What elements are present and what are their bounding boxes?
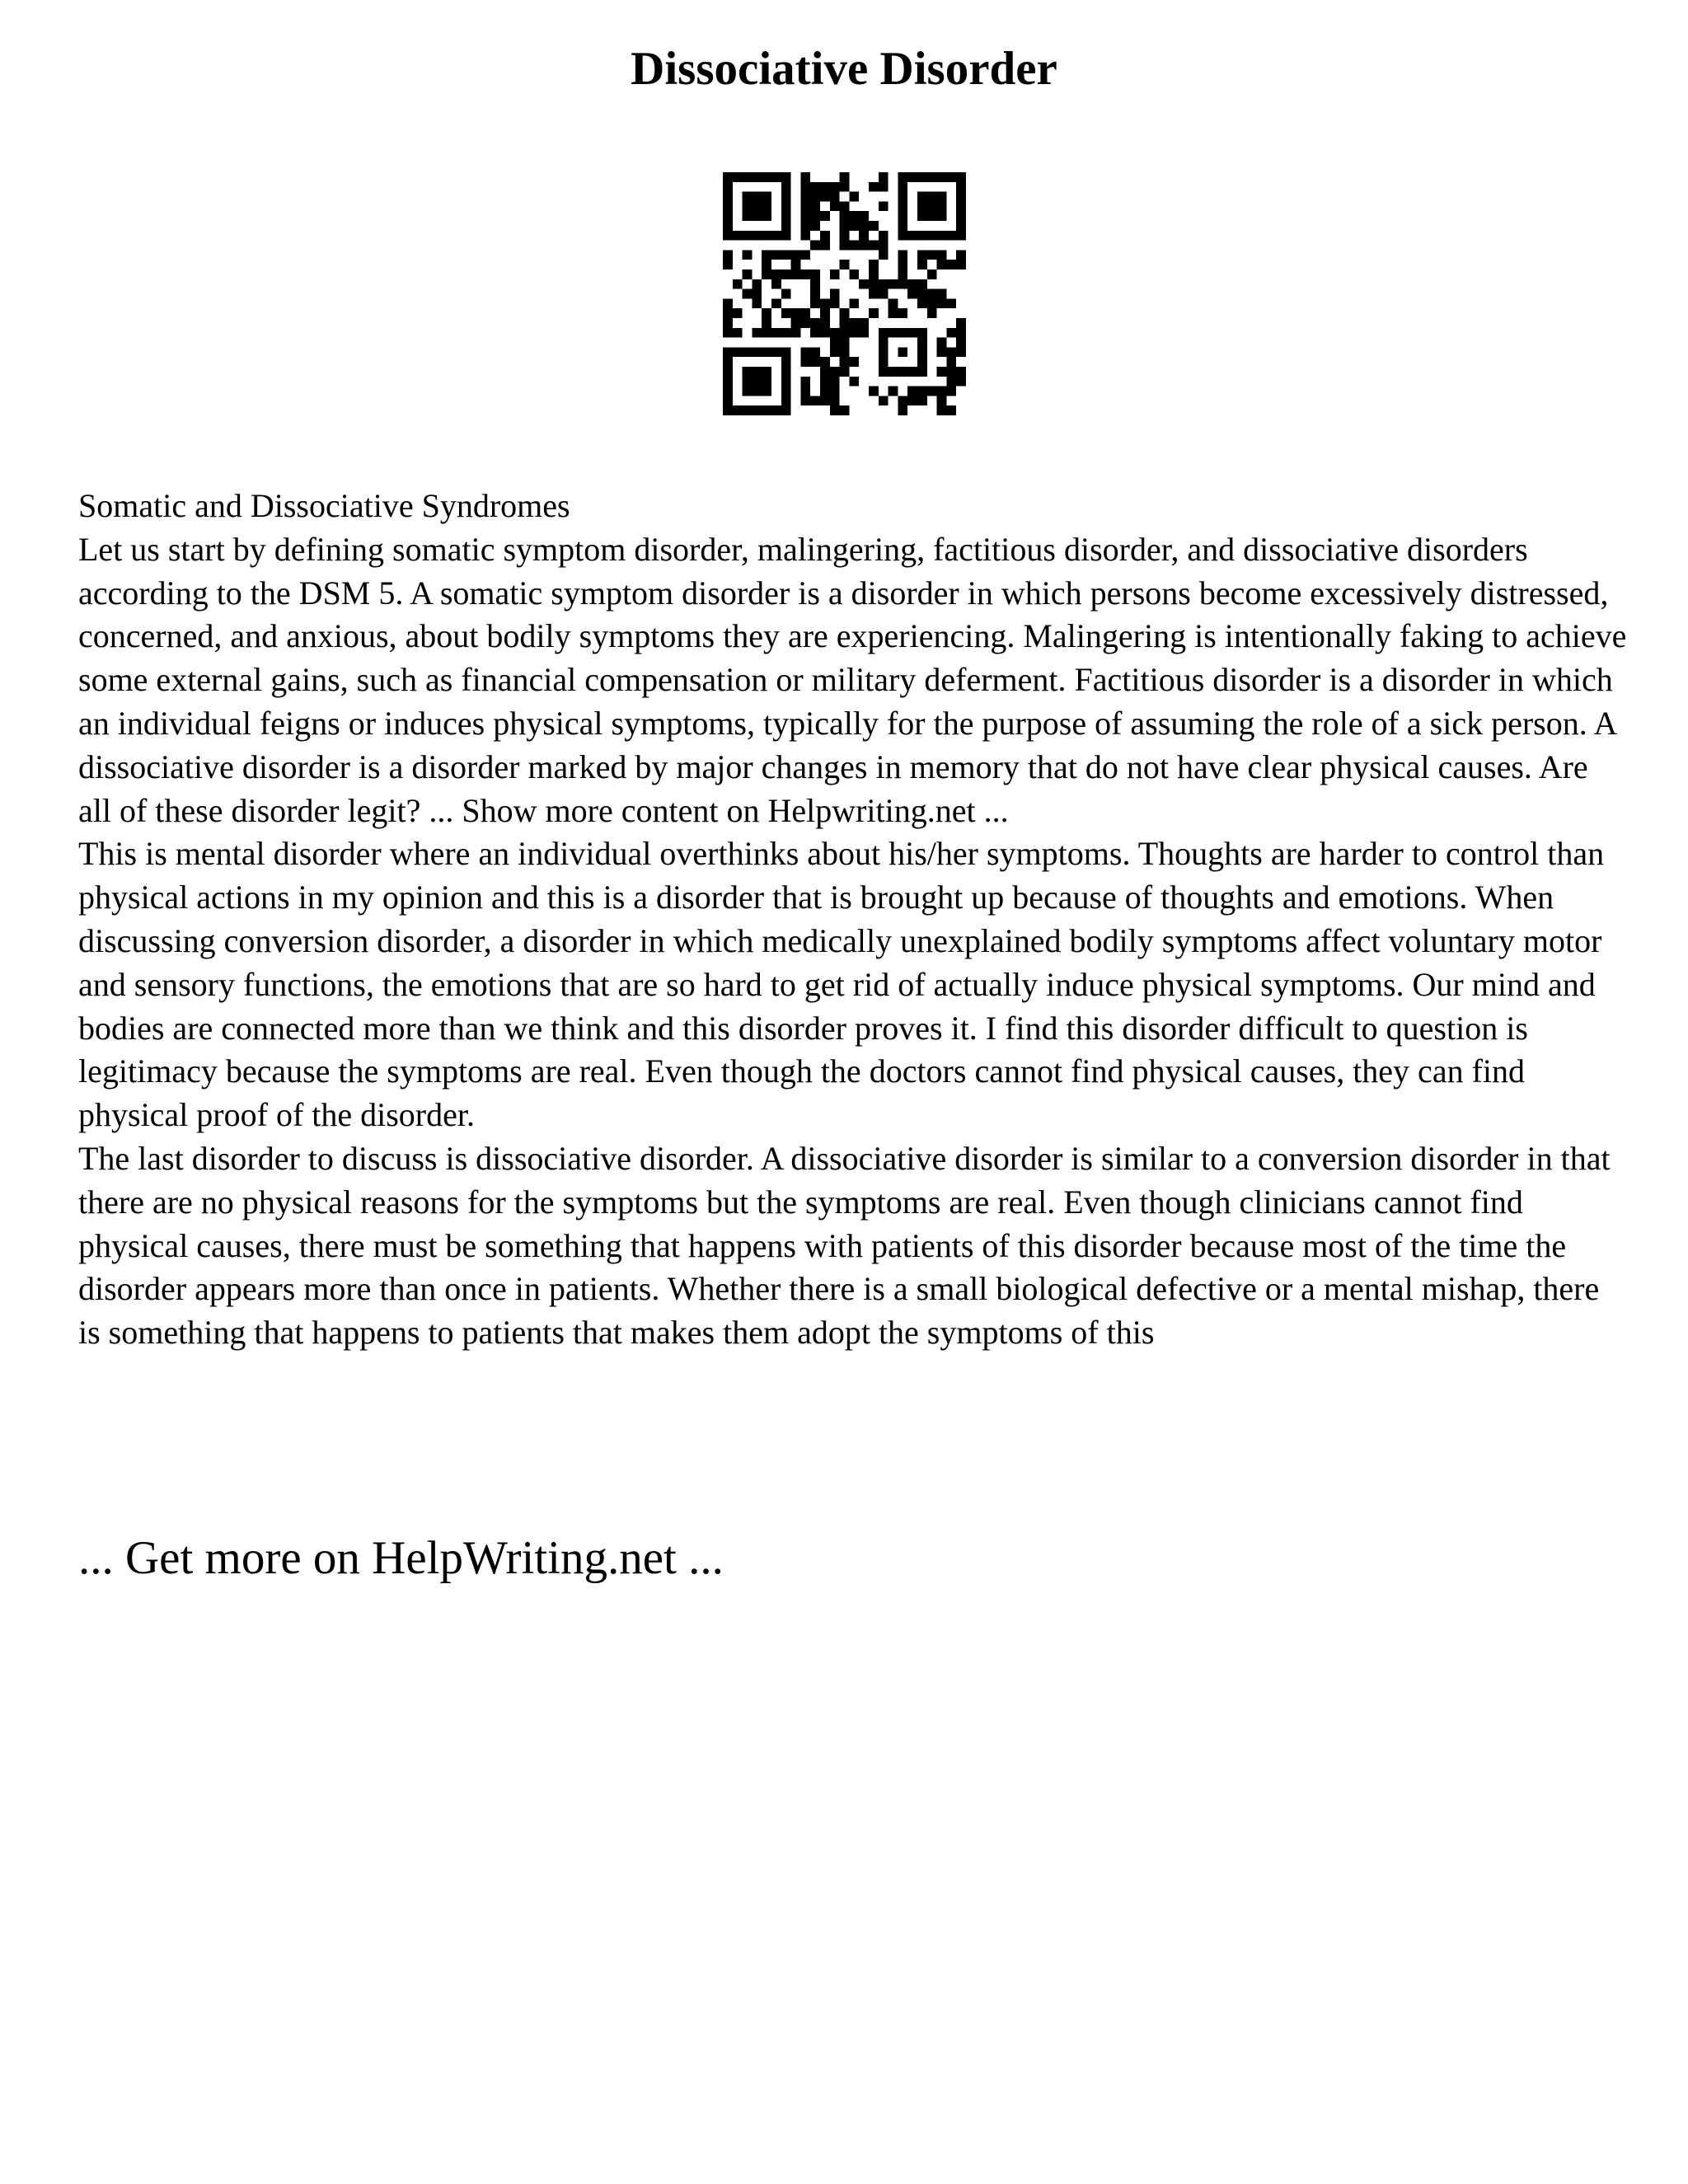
paragraph: This is mental disorder where an individual overthinks about his/her symptoms. Thoughts are harder to control than physical actions in my opinion and this is a disorder that is brought up because of thoughts and emotions. When discussing conversion disorder, a disorder in which medically unexplained bodily symptoms affect voluntary motor and sensory functions, the emotions that are so hard to get rid of actually induce physical symptoms. Our mind and bodies are connected more than we think and this disorder proves it. I find this disorder difficult to question is legitimacy because the symptoms are real. Even though the doctors cannot find physical causes, they can find physical proof of the disorder.	[78, 835, 1605, 1134]
qr-code-icon	[723, 172, 966, 415]
document-body	[78, 485, 1628, 1355]
document-title: Dissociative Disorder	[631, 43, 1057, 95]
get-more-link[interactable]: ... Get more on HelpWriting.net ...	[78, 1532, 724, 1584]
paragraph: Let us start by defining somatic symptom disorder, malingering, factitious disorder, and dissociative disorders according to the DSM 5. A somatic symptom disorder is a disorder in which persons become excessively distressed, concerned, and anxious, about bodily symptoms they are experiencing. Malingering is intentionally faking to achieve some external gains, such as financial compensation or military deferment. Factitious disorder is a disorder in which an individual feigns or induces physical symptoms, typically for the purpose of assuming the role of a sick person. A dissociative disorder is a disorder marked by major changes in memory that do not have clear physical causes. Are all of these disorder legit? ... Show more content on Helpwriting.net ...	[78, 530, 1627, 829]
section-heading: Somatic and Dissociative Syndromes	[78, 487, 570, 524]
paragraph: The last disorder to discuss is dissociative disorder. A dissociative disorder is similar to a conversion disorder in that there are no physical reasons for the symptoms but the symptoms are real. Even though clinicians cannot find physical causes, there must be something that happens with patients of this disorder because most of the time the disorder appears more than once in patients. Whether there is a small biological defective or a mental mishap, there is something that happens to patients that makes them adopt the symptoms of this	[78, 1139, 1611, 1352]
